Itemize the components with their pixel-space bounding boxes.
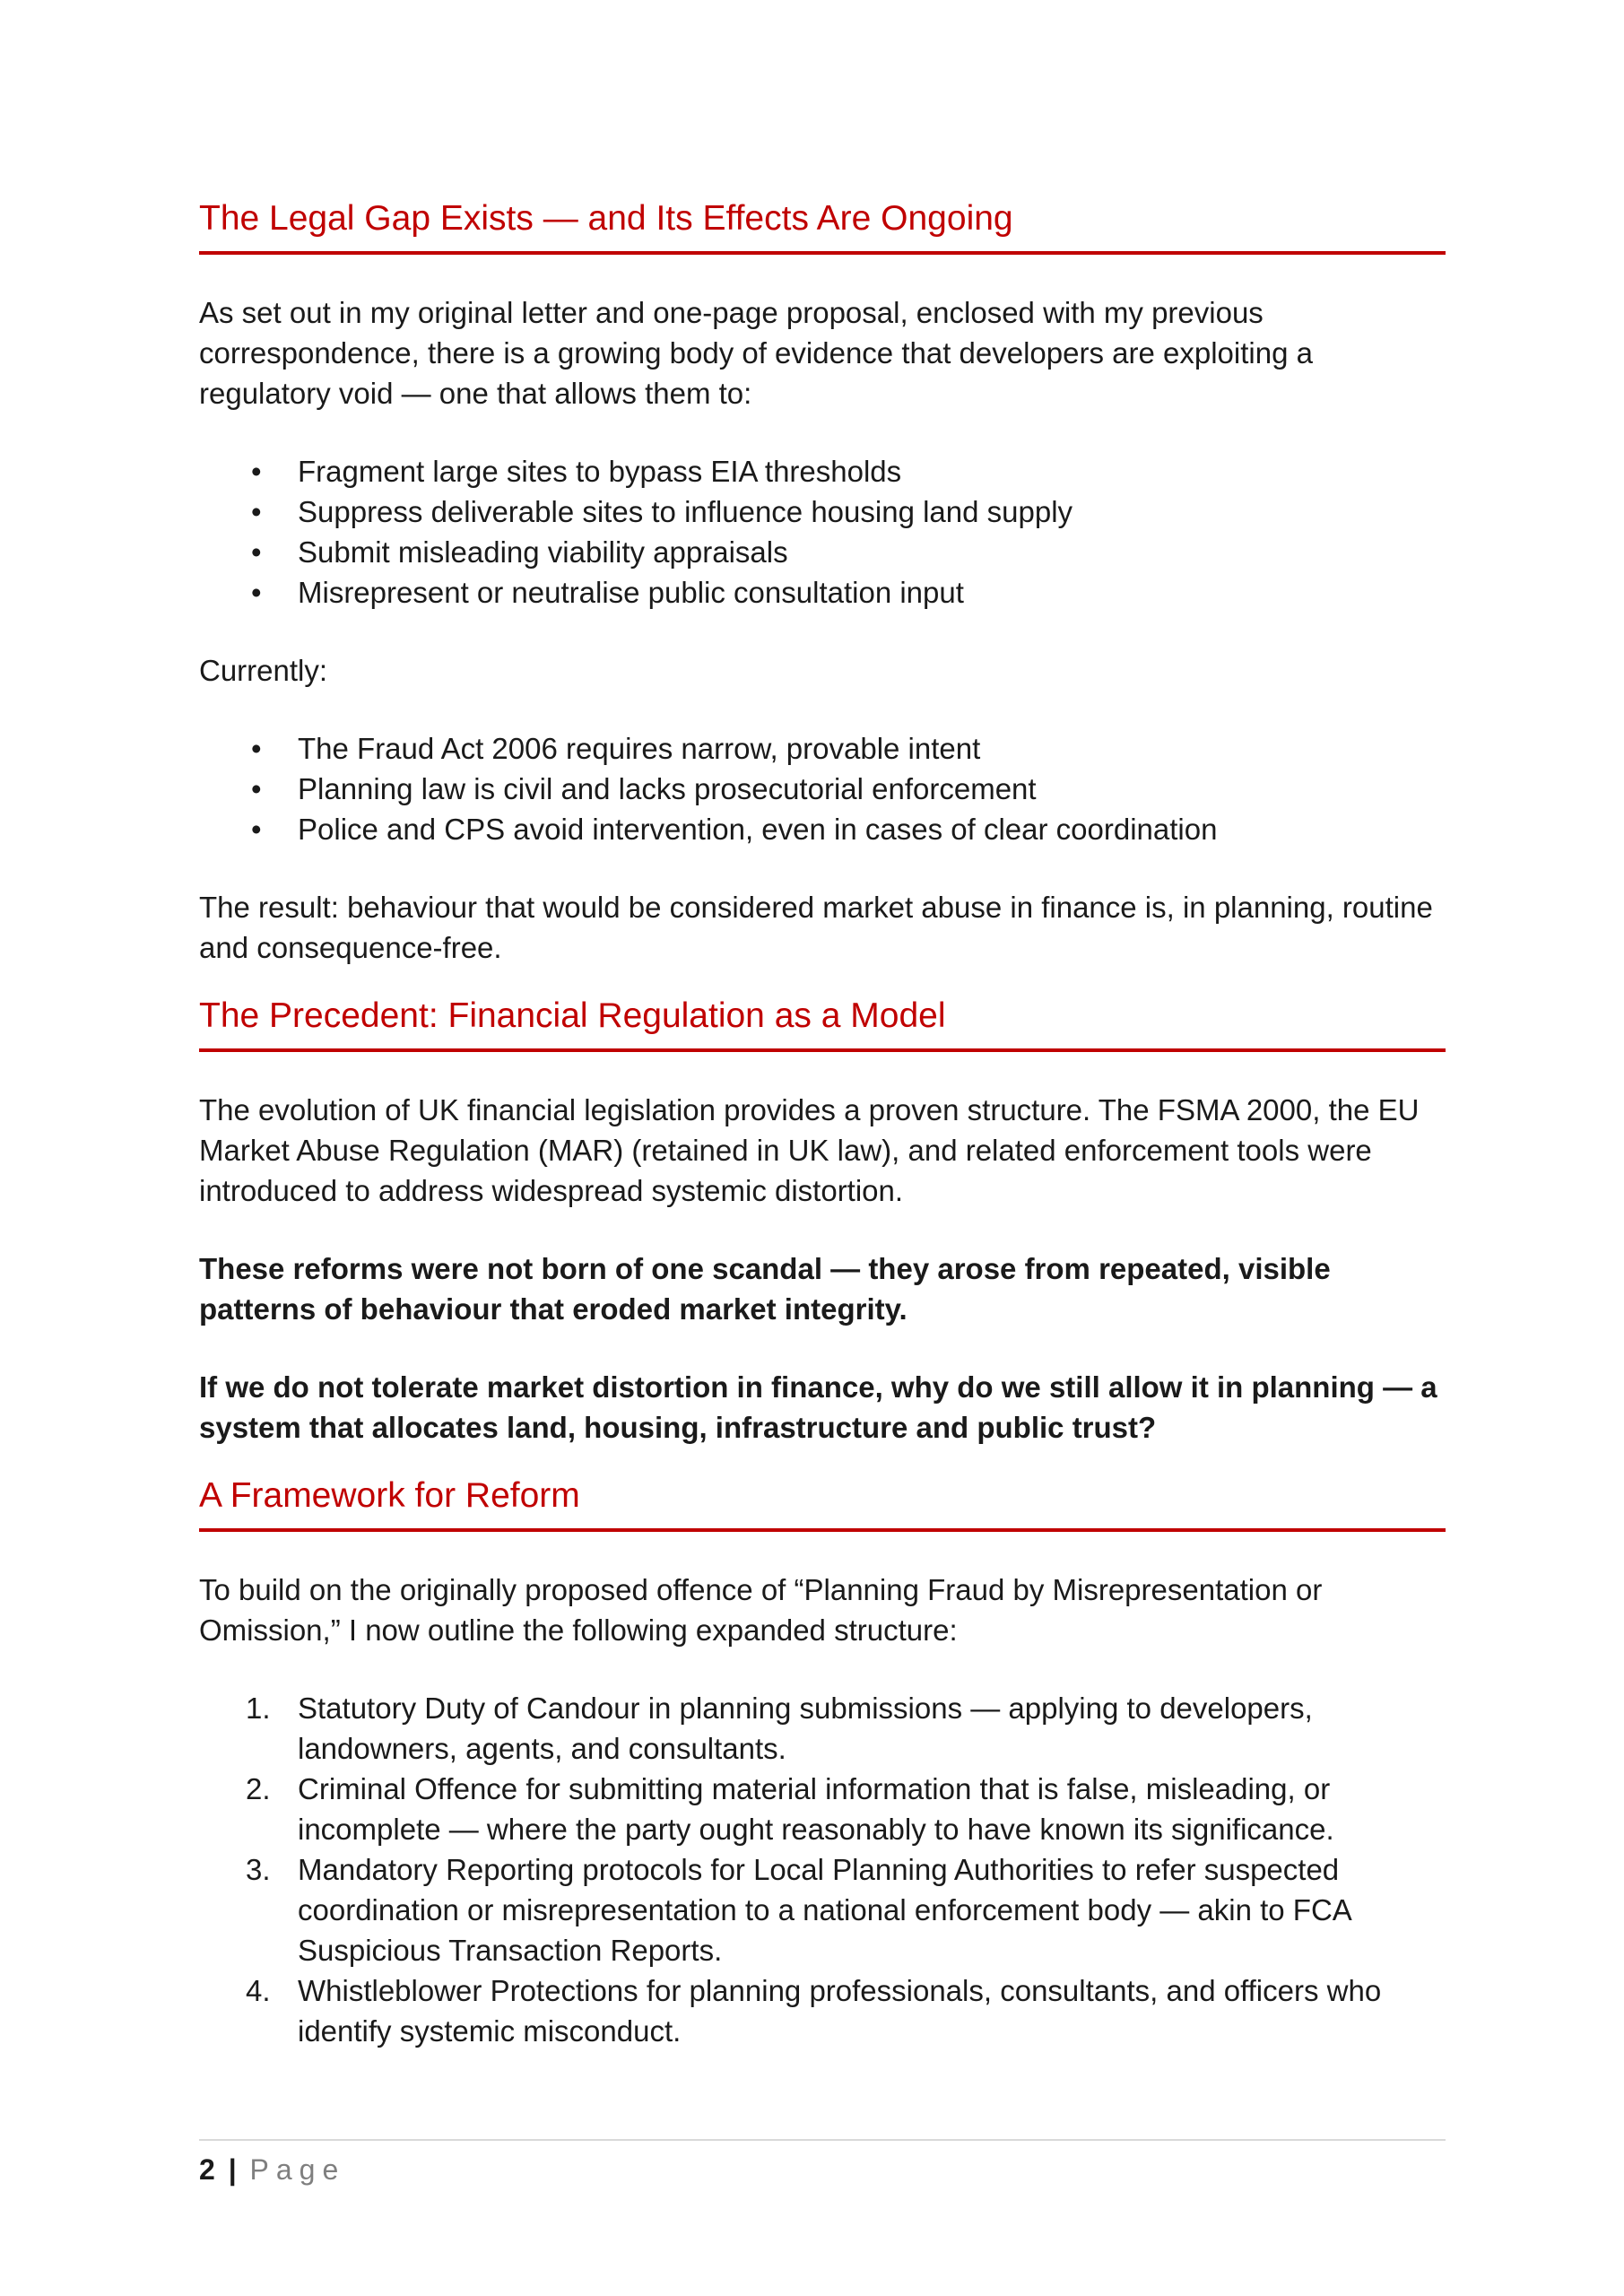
bullet-list-exploits xyxy=(199,451,1446,613)
question-bold-paragraph: If we do not tolerate market distortion in finance, why do we still allow it in planning — a system that allocates land, housing, infrastructure and public trust? xyxy=(199,1370,1437,1444)
page-number: 2 xyxy=(199,2153,215,2186)
page-label: Page xyxy=(249,2153,346,2186)
list-item: 3. Mandatory Reporting protocols for Local Planning Authorities to refer suspected coordination or misrepresentation to a national enforcement body — akin to FCA Suspicious Transaction Reports. xyxy=(246,1853,1350,1967)
list-item: • The Fraud Act 2006 requires narrow, provable intent xyxy=(199,728,1446,769)
currently-label: Currently: xyxy=(199,654,328,687)
list-item: 4. Whistleblower Protections for planning professionals, consultants, and officers who identify systemic misconduct. xyxy=(246,1974,1382,2048)
page-footer xyxy=(199,2139,1446,2187)
reform-numbered-list xyxy=(199,1688,1446,2051)
list-item: • Planning law is civil and lacks prosecutorial enforcement xyxy=(199,769,1446,809)
list-item: • Submit misleading viability appraisals xyxy=(199,532,1446,572)
bullet-icon: • xyxy=(251,813,262,846)
list-item: • Suppress deliverable sites to influence housing land supply xyxy=(199,491,1446,532)
legal-gap-intro: As set out in my original letter and one-page proposal, enclosed with my previous correspondence, there is a growing body of evidence that developers are exploiting a regulatory void — one that allows them to: xyxy=(199,296,1313,410)
bullet-icon: • xyxy=(251,535,262,569)
section-heading-framework: A Framework for Reform xyxy=(199,1474,1446,1532)
result-paragraph: The result: behaviour that would be considered market abuse in finance is, in planning, routine and consequence-free. xyxy=(199,891,1433,964)
list-item: 2. Criminal Offence for submitting material information that is false, misleading, or incomplete — where the party ought reasonably to have known its significance. xyxy=(246,1772,1334,1846)
reforms-bold-paragraph: These reforms were not born of one scandal — they arose from repeated, visible patterns of behaviour that eroded market integrity. xyxy=(199,1252,1331,1326)
precedent-paragraph: The evolution of UK financial legislation provides a proven structure. The FSMA 2000, the EU Market Abuse Regulation (MAR) (retained in UK law), and related enforcement tools were introduced to address widespread systemic distortion. xyxy=(199,1093,1420,1207)
bullet-icon: • xyxy=(251,576,262,609)
bullet-list-current-law xyxy=(199,728,1446,849)
framework-intro: To build on the originally proposed offence of “Planning Fraud by Misrepresentation or Omission,” I now outline the following expanded structure: xyxy=(199,1573,1323,1647)
section-heading-precedent: The Precedent: Financial Regulation as a Model xyxy=(199,995,1446,1052)
bullet-icon: • xyxy=(251,732,262,765)
list-item: 1. Statutory Duty of Candour in planning submissions — applying to developers, landowners, agents, and consultants. xyxy=(246,1692,1313,1765)
list-item: • Fragment large sites to bypass EIA thresholds xyxy=(199,451,1446,491)
list-item: • Police and CPS avoid intervention, even in cases of clear coordination xyxy=(199,809,1446,849)
bullet-icon: • xyxy=(251,455,262,488)
list-item: • Misrepresent or neutralise public consultation input xyxy=(199,572,1446,613)
bullet-icon: • xyxy=(251,495,262,528)
bullet-icon: • xyxy=(251,772,262,805)
page-content xyxy=(199,197,1446,2051)
section-heading-legal-gap: The Legal Gap Exists — and Its Effects Are Ongoing xyxy=(199,197,1446,255)
footer-separator: | xyxy=(228,2153,237,2186)
